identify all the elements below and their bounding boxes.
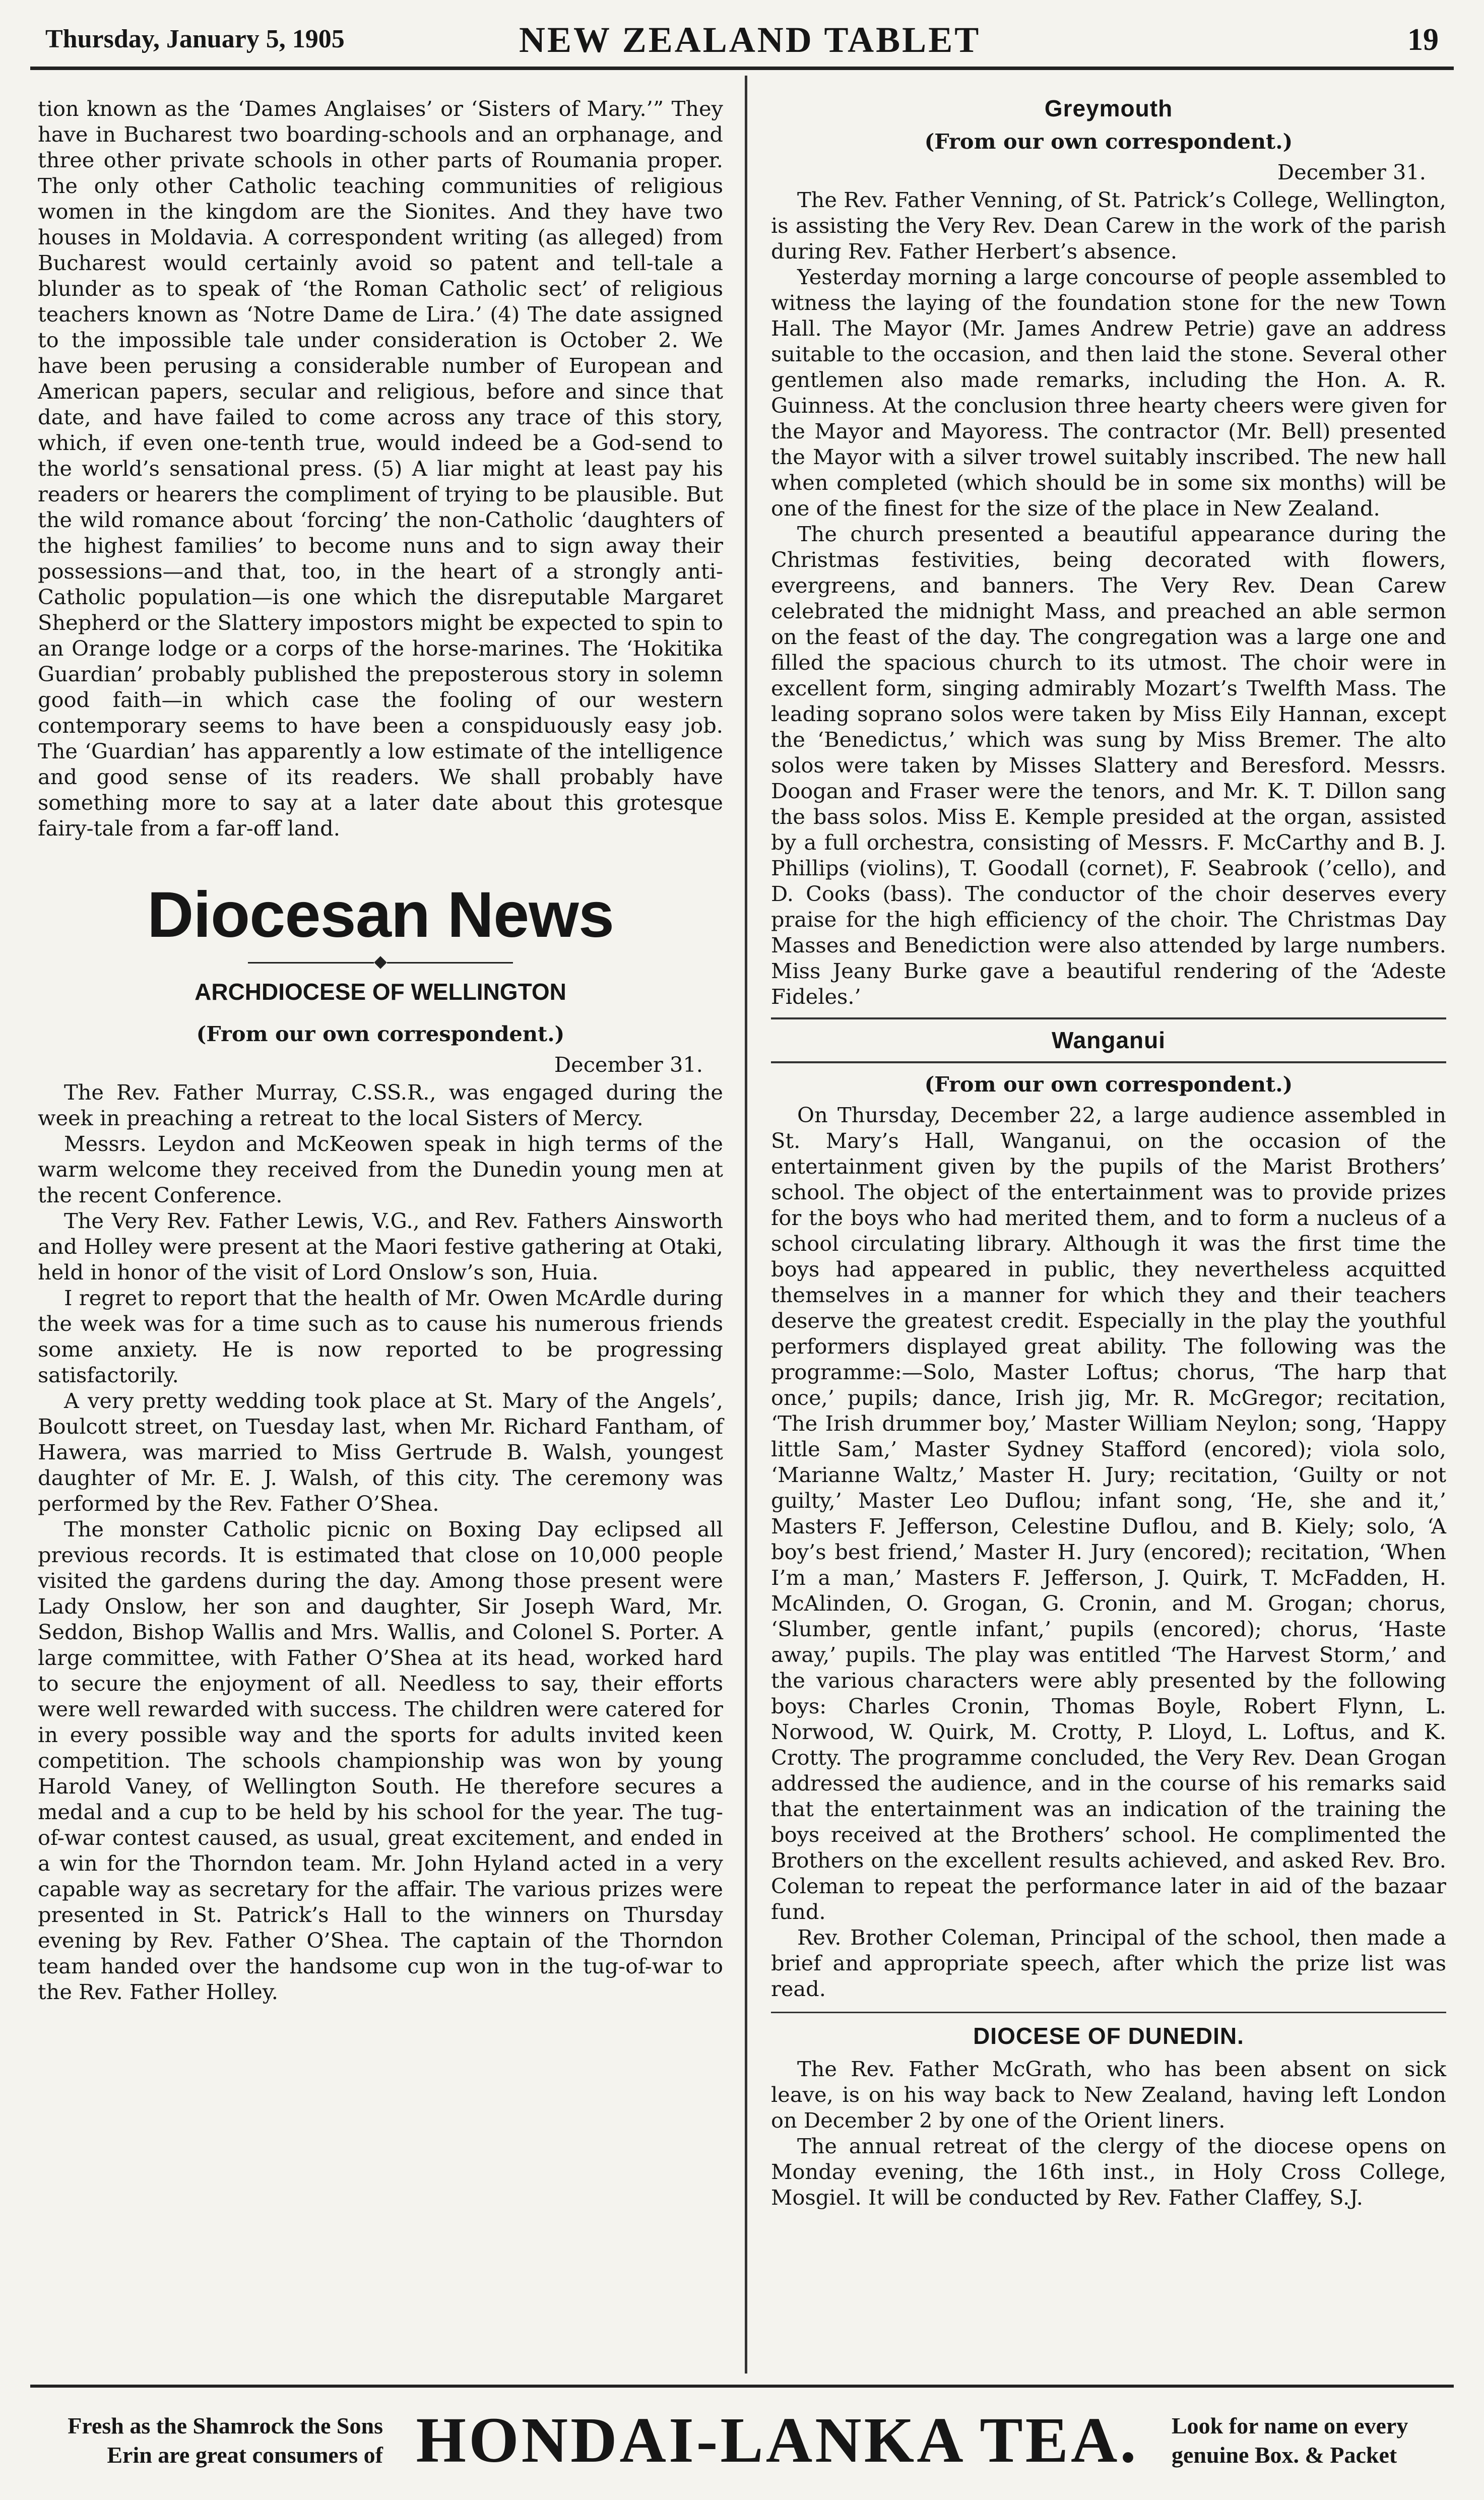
continued-article-paragraph: tion known as the ‘Dames Anglaises’ or ‘Sisters of Mary.’” They have in Bucharest two boarding-schools and an orphanage, and three other private schools in other parts of Roumania proper. The only other Catholic teaching communities of religious women in the kingdom are the Sionites. And they have two houses in Moldavia. A correspondent writing (as alleged) from Bucharest would certainly avoid so patent and tell-tale a blunder as to speak of ‘the Roman Catholic sect’ of religious teachers known as ‘Notre Dame de Lira.’ (4) The date assigned to the impossible tale under consideration is October 2. We have been perusing a considerable number of European and American papers, secular and religious, before and since that date, and have failed to come across any trace of this story, which, if even one-tenth true, would indeed be a God-send to the world’s sensational press. (5) A liar might at least pay his readers or hearers the compliment of trying to be plausible. But the wild romance about ‘forcing’ the non-Catholic ‘daughters of the highest families’ to become nuns and to sign away their possessions—and that, too, in the heart of a strongly anti-Catholic population—is one which the disreputable Margaret Shepherd or the Slattery impostors might be expected to spin to an Orange lodge or a corps of the horse-marines. The ‘Hokitika Guardian’ probably published the preposterous story in solemn good faith—in which case the fooling of our western contemporary seems to have been a conspiduously easy job. The ‘Guardian’ has apparently a low estimate of the intelligence and good sense of its readers. We shall probably have something more to say at a later date about this grotesque fairy-tale from a far-off land.	[38, 96, 723, 841]
ad-left-line: Fresh as the Shamrock the Sons	[68, 2412, 383, 2439]
newspaper-title: NEW ZEALAND TABLET	[519, 20, 981, 60]
news-paragraph: Yesterday morning a large concourse of people assembled to witness the laying of the foundation stone for the new Town Hall. The Mayor (Mr. James Andrew Petrie) gave an address suitable to the occasion, and then laid the stone. Several other gentlemen also made remarks, including the Hon. A. R. Guinness. At the conclusion three hearty cheers were given for the Mayor and Mayoress. The contractor (Mr. Bell) presented the Mayor with a silver trowel suitably inscribed. The new hall when completed (which should be in some six months) will be one of the finest for the size of the place in New Zealand.	[771, 265, 1446, 521]
header-rule	[30, 67, 1454, 70]
ornament-bar	[248, 962, 374, 964]
diocesan-news-masthead: Diocesan News	[147, 879, 614, 951]
wanganui-section	[771, 1028, 1446, 2002]
ad-right-line: Look for name on every	[1172, 2412, 1408, 2439]
section-rule	[771, 2012, 1446, 2013]
ad-left-text	[30, 2411, 383, 2470]
news-paragraph: The annual retreat of the clergy of the diocese opens on Monday evening, the 16th inst., in Holy Cross College, Mosgiel. It will be conducted by Rev. Father Claffey, S.J.	[771, 2134, 1446, 2210]
issue-date: Thursday, January 5, 1905	[45, 25, 345, 53]
left-column	[38, 96, 723, 2005]
ad-brand-name: HONDAI-LANKA TEA.	[416, 2404, 1139, 2476]
news-paragraph: The Rev. Father McGrath, who has been absent on sick leave, is on his way back to New Zealand, having left London on December 2 by one of the Orient liners.	[771, 2057, 1446, 2133]
news-paragraph: On Thursday, December 22, a large audience assembled in St. Mary’s Hall, Wanganui, on the occasion of the entertainment given by the pupils of the Marist Brothers’ school. The object of the entertainment was to provide prizes for the boys who had merited them, and to form a nucleus of a school circulating library. Although it was the first time the boys had appeared in public, they nevertheless acquitted themselves in a manner for which they and their teachers deserve the greatest credit. Especially in the play the youthful performers displayed great ability. The following was the programme:—Solo, Master Loftus; chorus, ‘The harp that once,’ pupils; dance, Irish jig, Mr. R. McGregor; recitation, ‘The Irish drummer boy,’ Master William Neylon; song, ‘Happy little Sam,’ Master Sydney Stafford (encored); viola solo, ‘Marianne Waltz,’ Master H. Jury; recitation, ‘Guilty or not guilty,’ Master Leo Duflou; infant song, ‘He, she and it,’ Masters F. Jefferson, Celestine Duflou, and B. Kiely; solo, ‘A boy’s best friend,’ Master H. Jury (encored); recitation, ‘When I’m a man,’ Masters F. Jefferson, J. Quirk, T. McFadden, H. McAlinden, O. Grogan, G. Cronin, and M. Grogan; chorus, ‘Slumber, gentle infant,’ pupils (encored); chorus, ‘Haste away,’ pupils. The play was entitled ‘The Harvest Storm,’ and the various characters were ably presented by the following boys: Charles Cronin, Thomas Boyle, Robert Flynn, L. Norwood, W. Quirk, M. Crotty, P. Lloyd, L. Loftus, and K. Crotty. The programme concluded, the Very Rev. Dean Grogan addressed the audience, and in the course of his remarks said that the entertainment was an indication of the training the boys received at the Brothers’ school. He complimented the Brothers on the excellent results achieved, and asked Rev. Bro. Coleman to repeat the performance later in aid of the bazaar fund.	[771, 1103, 1446, 1924]
correspondent-line: (From our own correspondent.)	[196, 1021, 565, 1046]
news-paragraph: The church presented a beautiful appearance during the Christmas festivities, being decorated with flowers, evergreens, and banners. The Very Rev. Dean Carew celebrated the midnight Mass, and preached an able sermon on the feast of the day. The congregation was a large one and filled the spacious church to its utmost. The choir were in excellent form, singing admirably Mozart’s Twelfth Mass. The leading soprano solos were taken by Miss Eily Hannan, except the ‘Benedictus,’ which was sung by Miss Bremer. The alto solos were taken by Misses Slattery and Beresford. Messrs. Doogan and Fraser were the tenors, and Mr. K. T. Dillon sang the bass solos. Miss E. Kemple presided at the organ, assisted by a full orchestra, consisting of Messrs. F. McCarthy and B. J. Phillips (violins), T. Goodall (cornet), F. Seabrook (’cello), and D. Cooks (bass). The conductor of the choir deserves every praise for the high efficiency of the choir. The Christmas Day Masses and Benediction were also attended by large numbers. Miss Jeany Burke gave a beautiful rendering of the ‘Adeste Fideles.’	[771, 522, 1446, 1009]
news-paragraph: Messrs. Leydon and McKeowen speak in high terms of the warm welcome they received from the Dunedin young men at the recent Conference.	[38, 1131, 723, 1207]
dunedin-section	[771, 2023, 1446, 2210]
page-number: 19	[1407, 23, 1439, 57]
ornamental-divider	[38, 958, 723, 967]
wanganui-heading: Wanganui	[1051, 1027, 1166, 1053]
dunedin-heading: DIOCESE OF DUNEDIN.	[973, 2023, 1244, 2049]
archdiocese-heading: ARCHDIOCESE OF WELLINGTON	[195, 979, 566, 1005]
greymouth-section	[771, 96, 1446, 1009]
dateline: December 31.	[1277, 160, 1426, 184]
news-paragraph: The Rev. Father Venning, of St. Patrick’s College, Wellington, is assisting the Very Rev. Dean Carew in the work of the parish during Rev. Father Herbert’s absence.	[771, 187, 1446, 264]
page-header	[0, 0, 1484, 71]
heading-rule	[771, 1061, 1446, 1063]
ornament-bar	[387, 962, 513, 964]
news-paragraph: The Very Rev. Father Lewis, V.G., and Rev. Fathers Ainsworth and Holley were present at the Maori festive gathering at Otaki, held in honor of the visit of Lord Onslow’s son, Huia.	[38, 1208, 723, 1285]
column-divider	[745, 76, 747, 2374]
correspondent-line: (From our own correspondent.)	[924, 1072, 1293, 1097]
right-column	[771, 96, 1446, 2210]
greymouth-heading: Greymouth	[1044, 95, 1173, 121]
tea-advertisement	[30, 2396, 1454, 2484]
dateline: December 31.	[554, 1052, 703, 1077]
ad-right-line: genuine Box. & Packet	[1172, 2442, 1397, 2468]
diamond-ornament-icon	[374, 956, 386, 969]
news-paragraph: The monster Catholic picnic on Boxing Day eclipsed all previous records. It is estimated that close on 10,000 people visited the gardens during the day. Among those present were Lady Onslow, her son and daughter, Sir Joseph Ward, Mr. Seddon, Bishop Wallis and Mrs. Wallis, and Colonel S. Porter. A large committee, with Father O’Shea at its head, worked hard to secure the enjoyment of all. Needless to say, their efforts were well rewarded with success. The children were catered for in every possible way and the sports for adults invited keen competition. The schools championship was won by young Harold Vaney, of Wellington South. He therefore secures a medal and a cup to be held by his school for the year. The tug-of-war contest caused, as usual, great excitement, and ended in a win for the Thorndon team. Mr. John Hyland acted in a very capable way as secretary for the affair. The various prizes were presented in St. Patrick’s Hall to the winners on Thursday evening by Rev. Father O’Shea. The captain of the Thorndon team handed over the handsome cup won in the tug-of-war to the Rev. Father Holley.	[38, 1517, 723, 2004]
section-rule	[771, 1017, 1446, 1019]
news-paragraph: Rev. Brother Coleman, Principal of the school, then made a brief and appropriate speech, after which the prize list was read.	[771, 1925, 1446, 2001]
news-paragraph: I regret to report that the health of Mr. Owen McArdle during the week was for a time such as to cause his numerous friends some anxiety. He is now reported to be progressing satisfactorily.	[38, 1286, 723, 1387]
footer-rule	[30, 2385, 1454, 2388]
ad-right-text	[1172, 2411, 1454, 2470]
news-paragraph: A very pretty wedding took place at St. Mary of the Angels’, Boulcott street, on Tuesday last, when Mr. Richard Fantham, of Hawera, was married to Miss Gertrude B. Walsh, youngest daughter of Mr. E. J. Walsh, of this city. The ceremony was performed by the Rev. Father O’Shea.	[38, 1388, 723, 1516]
correspondent-line: (From our own correspondent.)	[924, 129, 1293, 154]
ad-left-line: Erin are great consumers of	[107, 2442, 383, 2468]
news-paragraph: The Rev. Father Murray, C.SS.R., was engaged during the week in preaching a retreat to the local Sisters of Mercy.	[38, 1080, 723, 1130]
